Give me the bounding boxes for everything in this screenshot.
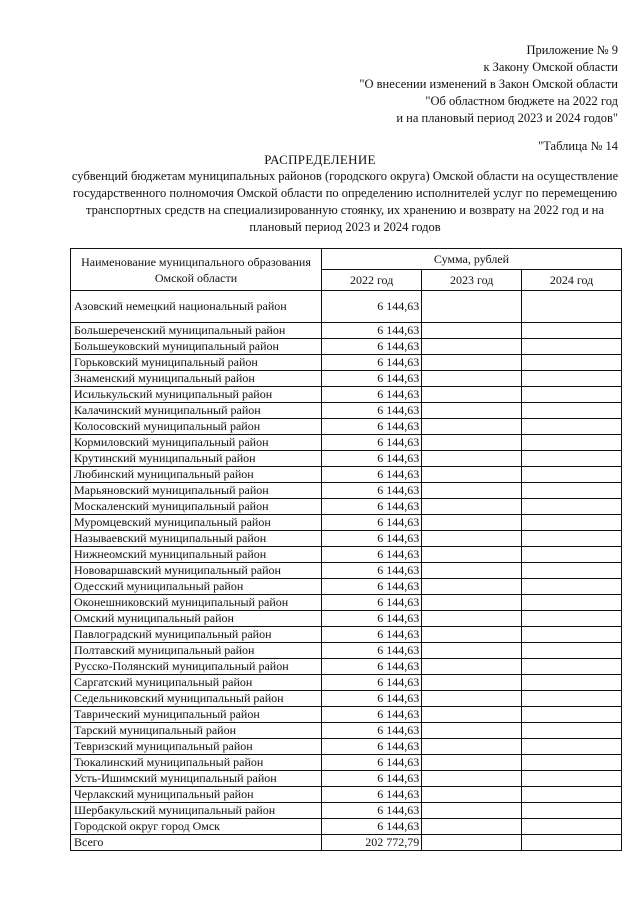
amount-2023: [422, 771, 522, 787]
table-row: [71, 547, 622, 563]
table-row: [71, 531, 622, 547]
amount-2022: 6 144,63: [321, 771, 421, 787]
amount-2024: [522, 755, 622, 771]
table-row: [71, 611, 622, 627]
appendix-line: "Об областном бюджете на 2022 год: [425, 94, 618, 108]
column-header-year: 2022 год: [321, 270, 421, 291]
municipality-name: Тарский муниципальный район: [71, 723, 322, 739]
municipality-name: Нижнеомский муниципальный район: [71, 547, 322, 563]
municipality-name: Нововаршавский муниципальный район: [71, 563, 322, 579]
table-row: [71, 435, 622, 451]
amount-2023: [422, 787, 522, 803]
amount-2024: [522, 563, 622, 579]
column-header-sum: Сумма, рублей: [321, 249, 621, 270]
column-header-year: 2023 год: [422, 270, 522, 291]
amount-2022: 6 144,63: [321, 291, 421, 323]
amount-2022: 6 144,63: [321, 483, 421, 499]
amount-2023: [422, 819, 522, 835]
amount-2024: [522, 387, 622, 403]
amount-2024: [522, 467, 622, 483]
amount-2024: [522, 339, 622, 355]
table-row: [71, 627, 622, 643]
table-row: [71, 403, 622, 419]
table-row: [71, 451, 622, 467]
table-row: [71, 323, 622, 339]
amount-2023: [422, 403, 522, 419]
amount-2024: [522, 835, 622, 851]
municipality-name: Москаленский муниципальный район: [71, 499, 322, 515]
amount-2022: 6 144,63: [321, 675, 421, 691]
amount-2024: [522, 691, 622, 707]
amount-2022: 6 144,63: [321, 707, 421, 723]
table-row: [71, 499, 622, 515]
municipality-name: Оконешниковский муниципальный район: [71, 595, 322, 611]
municipality-name: Городской округ город Омск: [71, 819, 322, 835]
amount-2023: [422, 339, 522, 355]
amount-2022: 6 144,63: [321, 371, 421, 387]
amount-2023: [422, 659, 522, 675]
table-row: [71, 803, 622, 819]
table-row: [71, 371, 622, 387]
amount-2024: [522, 627, 622, 643]
municipality-name: Называевский муниципальный район: [71, 531, 322, 547]
municipality-name: Тюкалинский муниципальный район: [71, 755, 322, 771]
table-row: [71, 467, 622, 483]
amount-2024: [522, 291, 622, 323]
amount-2024: [522, 403, 622, 419]
municipality-name: Таврический муниципальный район: [71, 707, 322, 723]
amount-2024: [522, 435, 622, 451]
municipality-name: Черлакский муниципальный район: [71, 787, 322, 803]
table-row: [71, 563, 622, 579]
amount-2024: [522, 595, 622, 611]
table-total-row: [71, 835, 622, 851]
municipality-name: Павлоградский муниципальный район: [71, 627, 322, 643]
amount-2024: [522, 323, 622, 339]
amount-2022: 202 772,79: [321, 835, 421, 851]
table-row: [71, 675, 622, 691]
municipality-name: Седельниковский муниципальный район: [71, 691, 322, 707]
table-row: [71, 659, 622, 675]
municipality-name: Русско-Полянский муниципальный район: [71, 659, 322, 675]
amount-2023: [422, 563, 522, 579]
amount-2024: [522, 771, 622, 787]
amount-2023: [422, 643, 522, 659]
amount-2023: [422, 291, 522, 323]
amount-2023: [422, 547, 522, 563]
document-title: РАСПРЕДЕЛЕНИЕ: [264, 152, 376, 167]
municipality-name: Крутинский муниципальный район: [71, 451, 322, 467]
municipality-name: Шербакульский муниципальный район: [71, 803, 322, 819]
table-row: [71, 643, 622, 659]
amount-2023: [422, 707, 522, 723]
amount-2023: [422, 723, 522, 739]
amount-2022: 6 144,63: [321, 515, 421, 531]
municipality-name: Саргатский муниципальный район: [71, 675, 322, 691]
amount-2023: [422, 355, 522, 371]
table-row: [71, 339, 622, 355]
amount-2024: [522, 451, 622, 467]
amount-2024: [522, 355, 622, 371]
amount-2022: 6 144,63: [321, 579, 421, 595]
table-row: [71, 483, 622, 499]
amount-2024: [522, 499, 622, 515]
amount-2023: [422, 531, 522, 547]
appendix-line: "О внесении изменений в Закон Омской области: [359, 77, 618, 91]
amount-2023: [422, 451, 522, 467]
municipality-name: Тевризский муниципальный район: [71, 739, 322, 755]
table-row: [71, 387, 622, 403]
amount-2022: 6 144,63: [321, 819, 421, 835]
municipality-name: Муромцевский муниципальный район: [71, 515, 322, 531]
municipality-name: Знаменский муниципальный район: [71, 371, 322, 387]
amount-2022: 6 144,63: [321, 739, 421, 755]
table-row: [71, 771, 622, 787]
amount-2024: [522, 739, 622, 755]
amount-2023: [422, 371, 522, 387]
amount-2022: 6 144,63: [321, 403, 421, 419]
table-body: [71, 291, 622, 851]
appendix-line: и на плановый период 2023 и 2024 годов": [396, 111, 618, 125]
amount-2023: [422, 435, 522, 451]
amount-2023: [422, 579, 522, 595]
amount-2022: 6 144,63: [321, 659, 421, 675]
amount-2024: [522, 483, 622, 499]
municipality-name: Азовский немецкий национальный район: [71, 291, 322, 323]
amount-2023: [422, 675, 522, 691]
table-row: [71, 739, 622, 755]
amount-2022: 6 144,63: [321, 643, 421, 659]
municipality-name: Всего: [71, 835, 322, 851]
amount-2023: [422, 739, 522, 755]
amount-2024: [522, 787, 622, 803]
column-header-name: Наименование муниципального образования Омской области: [71, 249, 322, 291]
municipality-name: Исилькульский муниципальный район: [71, 387, 322, 403]
distribution-table: [70, 248, 622, 851]
amount-2022: 6 144,63: [321, 787, 421, 803]
appendix-line: Приложение № 9: [526, 43, 618, 57]
table-row: [71, 419, 622, 435]
amount-2024: [522, 659, 622, 675]
municipality-name: Одесский муниципальный район: [71, 579, 322, 595]
municipality-name: Кормиловский муниципальный район: [71, 435, 322, 451]
amount-2022: 6 144,63: [321, 467, 421, 483]
municipality-name: Горьковский муниципальный район: [71, 355, 322, 371]
amount-2023: [422, 611, 522, 627]
amount-2024: [522, 819, 622, 835]
amount-2024: [522, 803, 622, 819]
appendix-line: к Закону Омской области: [483, 60, 618, 74]
amount-2023: [422, 387, 522, 403]
amount-2024: [522, 371, 622, 387]
appendix-reference: [359, 42, 618, 127]
document-subtitle: субвенций бюджетам муниципальных районов (городского округа) Омской области на осуществление государственного полномочия Омской области по определению исполнителей услуг по перемещению транспортных средств на специализированную стоянку, их хранению и возврату на 2022 год и на плановый период 2023 и 2024 годов: [71, 169, 619, 234]
table-row: [71, 819, 622, 835]
amount-2022: 6 144,63: [321, 339, 421, 355]
amount-2024: [522, 579, 622, 595]
municipality-name: Усть-Ишимский муниципальный район: [71, 771, 322, 787]
amount-2023: [422, 499, 522, 515]
amount-2022: 6 144,63: [321, 755, 421, 771]
table-row: [71, 291, 622, 323]
amount-2022: 6 144,63: [321, 691, 421, 707]
table-row: [71, 707, 622, 723]
municipality-name: Колосовский муниципальный район: [71, 419, 322, 435]
amount-2022: 6 144,63: [321, 627, 421, 643]
amount-2023: [422, 627, 522, 643]
amount-2022: 6 144,63: [321, 723, 421, 739]
amount-2022: 6 144,63: [321, 355, 421, 371]
amount-2023: [422, 595, 522, 611]
municipality-name: Любинский муниципальный район: [71, 467, 322, 483]
amount-2023: [422, 835, 522, 851]
amount-2023: [422, 515, 522, 531]
municipality-name: Омский муниципальный район: [71, 611, 322, 627]
table-row: [71, 355, 622, 371]
municipality-name: Большереченский муниципальный район: [71, 323, 322, 339]
table-row: [71, 787, 622, 803]
municipality-name: Калачинский муниципальный район: [71, 403, 322, 419]
amount-2024: [522, 643, 622, 659]
amount-2023: [422, 323, 522, 339]
amount-2024: [522, 547, 622, 563]
amount-2024: [522, 675, 622, 691]
amount-2023: [422, 419, 522, 435]
amount-2022: 6 144,63: [321, 563, 421, 579]
municipality-name: Марьяновский муниципальный район: [71, 483, 322, 499]
table-row: [71, 691, 622, 707]
amount-2023: [422, 755, 522, 771]
amount-2024: [522, 515, 622, 531]
amount-2024: [522, 723, 622, 739]
table-row: [71, 595, 622, 611]
amount-2023: [422, 467, 522, 483]
table-row: [71, 515, 622, 531]
amount-2023: [422, 803, 522, 819]
amount-2022: 6 144,63: [321, 323, 421, 339]
table-row: [71, 723, 622, 739]
amount-2023: [422, 691, 522, 707]
table-row: [71, 579, 622, 595]
municipality-name: Большеуковский муниципальный район: [71, 339, 322, 355]
amount-2024: [522, 707, 622, 723]
table-number: "Таблица № 14: [538, 139, 618, 153]
amount-2022: 6 144,63: [321, 611, 421, 627]
amount-2022: 6 144,63: [321, 531, 421, 547]
amount-2022: 6 144,63: [321, 595, 421, 611]
amount-2023: [422, 483, 522, 499]
municipality-name: Полтавский муниципальный район: [71, 643, 322, 659]
amount-2022: 6 144,63: [321, 435, 421, 451]
amount-2022: 6 144,63: [321, 451, 421, 467]
table-row: [71, 755, 622, 771]
amount-2022: 6 144,63: [321, 499, 421, 515]
amount-2022: 6 144,63: [321, 387, 421, 403]
amount-2022: 6 144,63: [321, 803, 421, 819]
amount-2024: [522, 419, 622, 435]
amount-2022: 6 144,63: [321, 419, 421, 435]
amount-2024: [522, 611, 622, 627]
column-header-year: 2024 год: [522, 270, 622, 291]
amount-2024: [522, 531, 622, 547]
amount-2022: 6 144,63: [321, 547, 421, 563]
